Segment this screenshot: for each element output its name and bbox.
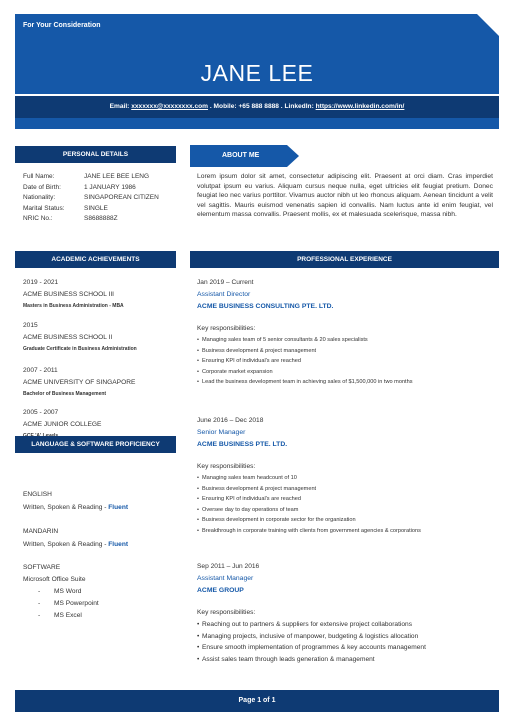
responsibility-item: • Reaching out to partners & suppliers for extensive project collaborations xyxy=(197,619,426,631)
language-software-heading: LANGUAGE & SOFTWARE PROFICIENCY xyxy=(15,436,176,453)
about-me-heading: ABOUT ME xyxy=(190,145,287,167)
contact-line xyxy=(15,103,499,110)
responsibility-item: • Breakthrough in corporate training with clients from government agencies & corporations xyxy=(197,526,421,537)
job-company: ACME BUSINESS CONSULTING PTE. LTD. xyxy=(197,303,334,310)
personal-detail-row xyxy=(23,183,136,191)
responsibility-item: • Ensure smooth implementation of programmes & key accounts management xyxy=(197,642,426,654)
software-name: MS Powerpoint xyxy=(54,600,99,607)
personal-detail-row xyxy=(23,215,118,223)
detail-label: NRIC No.: xyxy=(23,215,53,223)
responsibility-item: • Corporate market expansion xyxy=(197,367,413,378)
academic-degree: Bachelor of Business Management xyxy=(23,391,107,397)
academic-school: ACME BUSINESS SCHOOL III xyxy=(23,291,114,298)
academic-year: 2015 xyxy=(23,322,38,329)
key-responsibilities-label: Key responsibilities: xyxy=(197,325,256,332)
personal-detail-row xyxy=(23,173,150,180)
language-level-line xyxy=(23,504,128,511)
software-item xyxy=(38,588,81,595)
responsibility-item: • Business development in corporate sector for the organization xyxy=(197,515,421,526)
about-me-text: Lorem ipsum dolor sit amet, consectetur adipiscing elit. Praesent at orci diam. Cras imperdiet volutpat ipsum eu varius. Aliquam cursus neque nulla, eget ultricies elit feugiat pretium. Donec feugiat leo nec varius porttitor. Vivamus auctor nibh ut leo rhoncus aliquam. Aenean tincidunt a velit vel sagittis. Mauris euismod venenatis sapien id convallis. Nam luctus ante id enim feugiat, vel elementum massa convallis. Praesent mollis, ex et malesuada scelerisque, massa nibh. xyxy=(197,173,493,219)
about-heading-arrow xyxy=(287,145,299,167)
responsibility-item: • Managing sales team headcount of 10 xyxy=(197,473,421,484)
responsibility-item: • Business development & project management xyxy=(197,484,421,495)
academic-heading: ACADEMIC ACHIEVEMENTS xyxy=(15,251,176,268)
software-suite: Microsoft Office Suite xyxy=(23,576,86,583)
language-name: MANDARIN xyxy=(23,528,59,535)
tagline: For Your Consideration xyxy=(23,22,101,29)
candidate-name: JANE LEE xyxy=(200,60,314,86)
page-number: Page 1 of 1 xyxy=(238,697,276,704)
detail-value: JANE LEE BEE LENG xyxy=(84,173,150,180)
software-heading: SOFTWARE xyxy=(23,564,61,571)
email-link[interactable]: xxxxxxx@xxxxxxxx.com xyxy=(131,103,209,110)
detail-value: 1 JANUARY 1986 xyxy=(84,183,136,191)
responsibility-item: • Managing projects, inclusive of manpower, budgeting & logistics allocation xyxy=(197,631,426,643)
contact-bar xyxy=(15,96,499,118)
academic-year: 2019 - 2021 xyxy=(23,279,59,286)
detail-label: Date of Birth: xyxy=(23,183,61,191)
key-responsibilities-label: Key responsibilities: xyxy=(197,463,256,470)
responsibility-item: • Ensuring KPI of individual's are reached xyxy=(197,494,421,505)
job-date: Jan 2019 – Current xyxy=(197,279,254,286)
dash-bullet: - xyxy=(38,588,41,595)
detail-value: SINGAPOREAN CITIZEN xyxy=(84,194,159,202)
linkedin-link[interactable]: https://www.linkedin.com/in/ xyxy=(315,103,405,110)
footer-bar xyxy=(15,690,499,712)
academic-degree: Masters in Business Administration - MBA xyxy=(23,303,124,309)
software-item xyxy=(38,612,82,619)
detail-label: Full Name: xyxy=(23,173,55,180)
language-level-line xyxy=(23,541,128,548)
responsibility-item: • Lead the business development team in achieving sales of $1,500,000 in two months xyxy=(197,377,413,388)
academic-school: ACME JUNIOR COLLEGE xyxy=(23,421,102,428)
detail-value: SINGLE xyxy=(84,204,108,212)
job-title: Senior Manager xyxy=(197,429,246,436)
personal-details-heading: PERSONAL DETAILS xyxy=(15,146,176,163)
language-desc: Written, Spoken & Reading - xyxy=(23,541,109,548)
language-fluency: Fluent xyxy=(108,504,129,511)
dash-bullet: - xyxy=(38,612,41,619)
dash-bullet: - xyxy=(38,600,41,607)
email-label: Email: xyxy=(109,103,132,110)
language-desc: Written, Spoken & Reading - xyxy=(23,504,109,511)
experience-heading: PROFESSIONAL EXPERIENCE xyxy=(190,251,499,268)
detail-label: Nationality: xyxy=(23,194,56,202)
mobile-text: . Mobile: +65 888 8888 . LinkedIn: xyxy=(208,103,316,110)
responsibility-item: • Managing sales team of 5 senior consultants & 20 sales specialists xyxy=(197,335,413,346)
responsibility-item: • Oversee day to day operations of team xyxy=(197,505,421,516)
language-fluency: Fluent xyxy=(108,541,129,548)
detail-value: S8688888Z xyxy=(84,215,118,223)
job-title: Assistant Manager xyxy=(197,575,254,582)
personal-detail-row xyxy=(23,204,108,212)
personal-detail-row xyxy=(23,194,159,202)
academic-school: ACME BUSINESS SCHOOL II xyxy=(23,334,113,341)
detail-label: Marital Status: xyxy=(23,204,65,212)
responsibility-item: • Assist sales team through leads generation & management xyxy=(197,654,426,666)
responsibility-item: • Business development & project management xyxy=(197,346,413,357)
language-name: ENGLISH xyxy=(23,491,52,498)
academic-year: 2007 - 2011 xyxy=(23,367,58,374)
software-item xyxy=(38,600,99,607)
software-name: MS Excel xyxy=(54,612,82,619)
responsibility-item: • Ensuring KPI of individual's are reached xyxy=(197,356,413,367)
academic-degree: Graduate Certificate in Business Administration xyxy=(23,346,137,352)
software-name: MS Word xyxy=(54,588,82,595)
job-title: Assistant Director xyxy=(197,291,251,298)
job-date: June 2016 – Dec 2018 xyxy=(197,417,264,424)
academic-year: 2005 - 2007 xyxy=(23,409,59,416)
job-company: ACME GROUP xyxy=(197,587,244,594)
academic-school: ACME UNIVERSITY OF SINGAPORE xyxy=(23,379,136,386)
responsibility-list xyxy=(197,335,413,388)
responsibility-list xyxy=(197,619,426,665)
contact-underband xyxy=(15,118,499,129)
responsibility-list xyxy=(197,473,421,537)
job-company: ACME BUSINESS PTE. LTD. xyxy=(197,441,288,448)
header-corner-fold xyxy=(477,14,499,36)
job-date: Sep 2011 – Jun 2016 xyxy=(197,563,260,570)
key-responsibilities-label: Key responsibilities: xyxy=(197,609,256,616)
